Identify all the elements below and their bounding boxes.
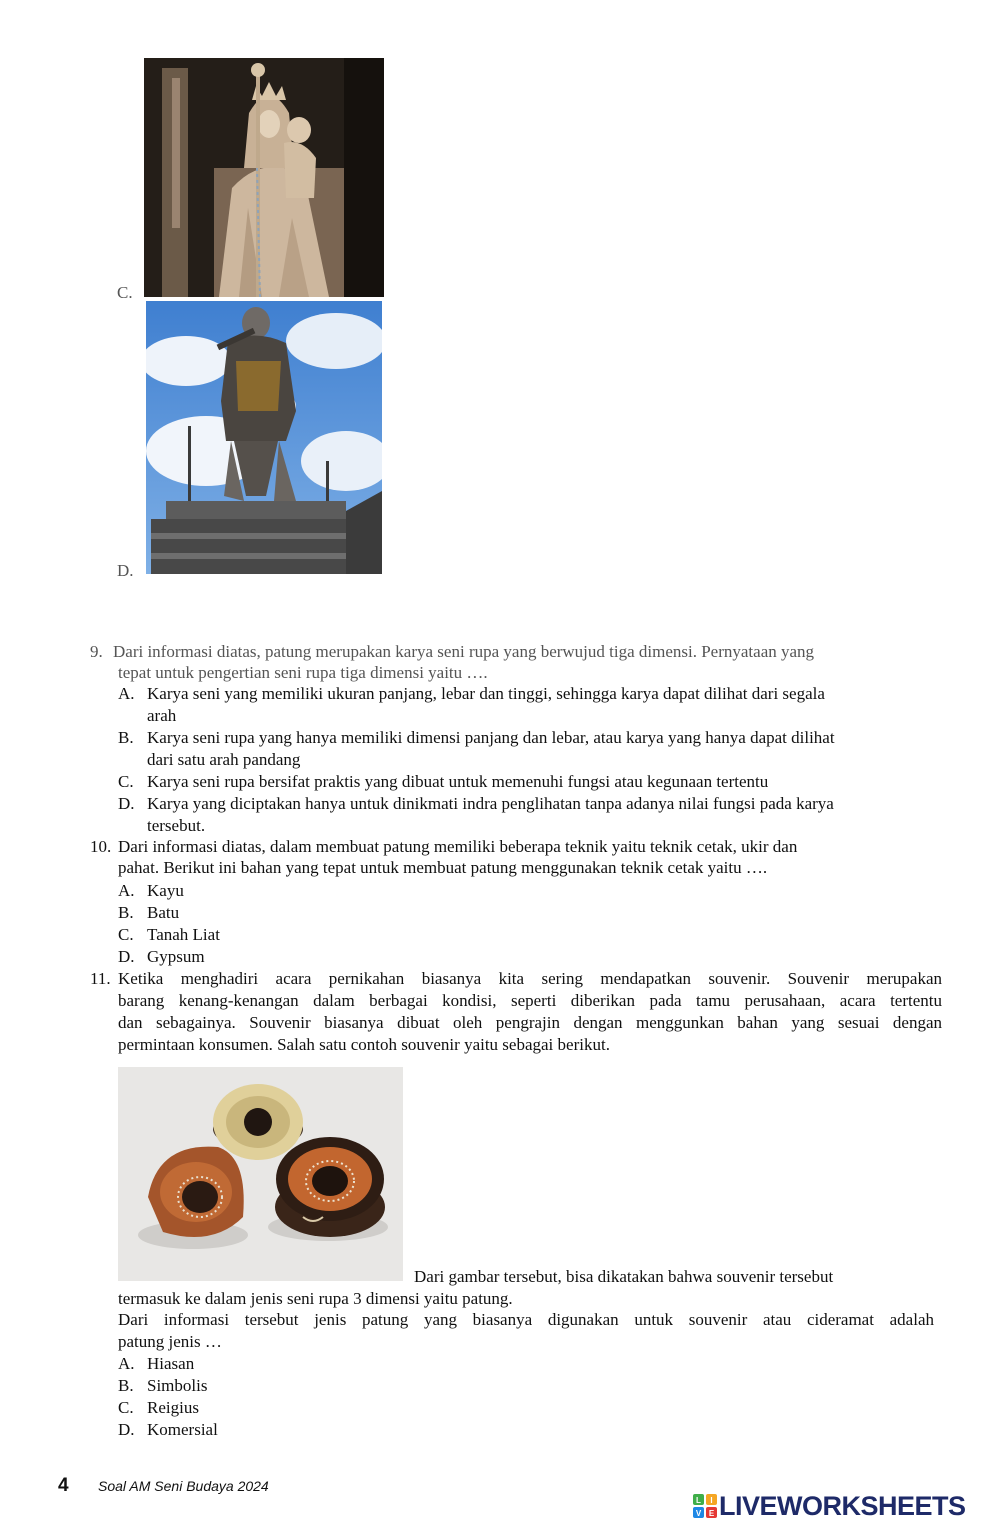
q11-stem-line2: barang kenang-kenangan dalam berbagai kondisi, seperti diberikan pada tamu perusahaan, acara tertentu [118, 991, 942, 1010]
q9-option-d-letter: D. [118, 794, 135, 813]
q11-info-line2: patung jenis … [118, 1332, 222, 1351]
q11-option-b-letter: B. [118, 1376, 134, 1395]
q9-option-c-letter: C. [118, 772, 134, 791]
q10-option-b-letter: B. [118, 903, 134, 922]
q11-after-image-line2: termasuk ke dalam jenis seni rupa 3 dimensi yaitu patung. [118, 1289, 513, 1308]
logo-letter-l: L [696, 1496, 701, 1505]
q9-stem-line1: Dari informasi diatas, patung merupakan karya seni rupa yang berwujud tiga dimensi. Pernyataan yang [113, 642, 815, 661]
q11-number: 11. [90, 969, 111, 988]
liveworksheets-brand-text: LIVEWORKSHEETS [719, 1491, 966, 1521]
liveworksheets-logo[interactable] [693, 1491, 993, 1525]
q11-option-d-text: Komersial [147, 1420, 218, 1439]
q9-option-a-letter: A. [118, 684, 135, 703]
option-d-label: D. [117, 561, 134, 580]
q11-option-a-letter: A. [118, 1354, 135, 1373]
madonna-statue-image [144, 58, 384, 297]
q10-option-a-text: Kayu [147, 881, 184, 900]
q11-option-c-letter: C. [118, 1398, 134, 1417]
q10-option-d-letter: D. [118, 947, 135, 966]
q11-option-c-text: Reigius [147, 1398, 199, 1417]
q11-info-line1: Dari informasi tersebut jenis patung yang biasanya digunakan untuk souvenir atau cideramat adalah [118, 1310, 934, 1329]
q9-option-d-line1: Karya yang diciptakan hanya untuk dinikmati indra penglihatan tanpa adanya nilai fungsi pada karya [147, 794, 834, 813]
q11-stem-line1: Ketika menghadiri acara pernikahan biasanya kita sering mendapatkan souvenir. Souvenir merupakan [118, 969, 942, 988]
option-c-label: C. [117, 283, 133, 302]
q10-option-c-text: Tanah Liat [147, 925, 220, 944]
q10-option-c-letter: C. [118, 925, 134, 944]
q10-stem-line1: Dari informasi diatas, dalam membuat patung memiliki beberapa teknik yaitu teknik cetak, ukir dan [118, 837, 798, 856]
q10-option-b-text: Batu [147, 903, 180, 922]
q9-number: 9. [90, 642, 103, 661]
q9-option-b-line1: Karya seni rupa yang hanya memiliki dimensi panjang dan lebar, atau karya yang hanya dapat dilihat [147, 728, 835, 747]
q11-stem-line4: permintaan konsumen. Salah satu contoh souvenir yaitu sebagai berikut. [118, 1035, 610, 1054]
q9-option-d-line2: tersebut. [147, 816, 206, 835]
q9-option-a-line1: Karya seni yang memiliki ukuran panjang, lebar dan tinggi, sehingga karya dapat dilihat dari segala [147, 684, 825, 703]
q9-option-a-line2: arah [147, 706, 177, 725]
q11-option-a-text: Hiasan [147, 1354, 195, 1373]
q11-option-d-letter: D. [118, 1420, 135, 1439]
q9-option-c-line1: Karya seni rupa bersifat praktis yang dibuat untuk memenuhi fungsi atau kegunaan tertentu [147, 772, 769, 791]
logo-letter-e: E [708, 1509, 715, 1518]
q10-number: 10. [90, 837, 112, 856]
ceramic-souvenir-image [118, 1067, 403, 1281]
q10-option-a-letter: A. [118, 881, 135, 900]
q9-option-b-line2: dari satu arah pandang [147, 750, 301, 769]
logo-letter-v: V [695, 1509, 702, 1518]
page-number: 4 [58, 1475, 69, 1496]
q9-option-b-letter: B. [118, 728, 134, 747]
q10-option-d-text: Gypsum [147, 947, 205, 966]
balinese-statue-image [146, 301, 382, 574]
liveworksheets-logo-icon [693, 1494, 717, 1518]
q10-stem-line2: pahat. Berikut ini bahan yang tepat untuk membuat patung menggunakan teknik cetak yaitu …. [118, 858, 768, 877]
q11-stem-line3: dan sebagainya. Souvenir biasanya dibuat oleh pengrajin dengan menggunkan bahan yang sesuai dengan [118, 1013, 942, 1032]
logo-letter-i: I [710, 1496, 713, 1505]
q9-stem-line2: tepat untuk pengertian seni rupa tiga dimensi yaitu …. [118, 663, 488, 682]
q11-after-image-inline: Dari gambar tersebut, bisa dikatakan bahwa souvenir tersebut [414, 1267, 834, 1286]
q11-option-b-text: Simbolis [147, 1376, 208, 1395]
document-title: Soal AM Seni Budaya 2024 [98, 1478, 269, 1494]
